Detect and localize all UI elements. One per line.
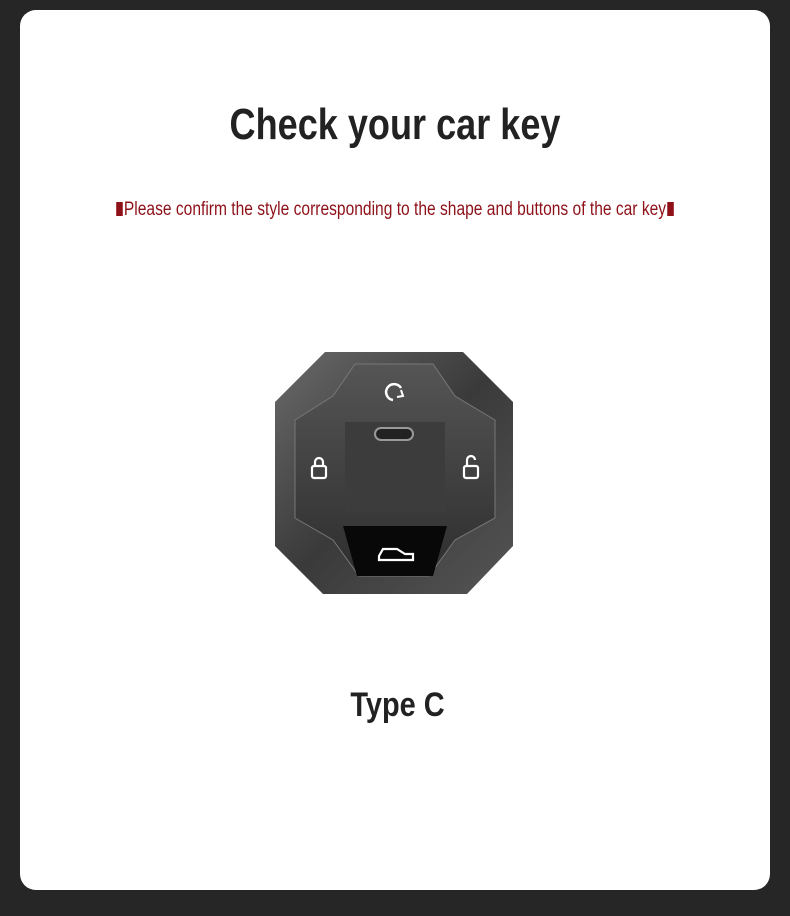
trunk-button: [343, 526, 447, 576]
bracket-glyph: [117, 202, 124, 216]
page-title: Check your car key: [229, 100, 561, 149]
instruction-text: [71, 199, 719, 221]
car-key-fob-image: [273, 350, 517, 596]
product-type-label: Type C: [350, 686, 445, 724]
bracket-glyph: [667, 202, 674, 216]
instruction-label: Please confirm the style corresponding to the shape and buttons of the car key: [123, 199, 667, 220]
